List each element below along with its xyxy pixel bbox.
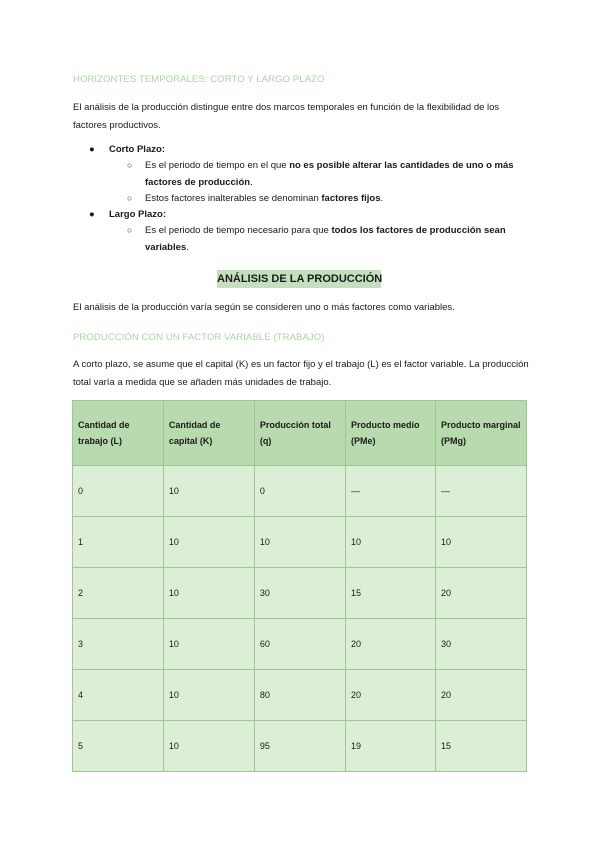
corto-item-2 (145, 190, 535, 207)
table-cell: 15 (346, 568, 436, 619)
corto-item-1-pre: Es el periodo de tiempo en el que (145, 160, 290, 171)
corto-item-1 (145, 157, 535, 191)
table-row (73, 568, 527, 619)
table-row (73, 517, 527, 568)
table-cell: — (346, 466, 436, 517)
bullet-disc-icon: ● (89, 209, 95, 220)
header-cantidad-trabajo: Cantidad de trabajo (L) (73, 401, 164, 466)
intro-paragraph: El análisis de la producción distingue entre dos marcos temporales en función de la flexibilidad de los factores productivos. (73, 102, 500, 131)
table-cell: 10 (254, 517, 345, 568)
header-produccion-total: Producción total (q) (254, 401, 345, 466)
table-cell: — (436, 466, 527, 517)
table-row (73, 670, 527, 721)
table-cell: 10 (163, 670, 254, 721)
header-producto-marginal: Producto marginal (PMg) (436, 401, 527, 466)
heading-temporal: HORIZONTES TEMPORALES: CORTO Y LARGO PLAZO (73, 74, 325, 85)
corto-item-2-post: . (380, 193, 384, 204)
table-cell: 10 (163, 721, 254, 772)
table-cell: 95 (254, 721, 345, 772)
largo-item-1-pre: Es el periodo de tiempo necesario para que (145, 225, 332, 236)
table-cell: 0 (254, 466, 345, 517)
table-cell: 10 (163, 466, 254, 517)
table-row (73, 721, 527, 772)
table-cell: 20 (346, 619, 436, 670)
table-cell: 30 (436, 619, 527, 670)
largo-item-1 (145, 222, 535, 256)
corto-item-1-post: . (250, 177, 253, 188)
bullet-circle-icon: ○ (127, 160, 133, 170)
table-row (73, 466, 527, 517)
table-cell: 19 (346, 721, 436, 772)
table-row (73, 619, 527, 670)
corto-plazo-label: Corto Plazo: (109, 144, 165, 155)
bullet-circle-icon: ○ (127, 193, 133, 203)
table-cell: 20 (436, 568, 527, 619)
table-cell: 20 (346, 670, 436, 721)
corto-item-1-bold: no es posible alterar las cantidades de uno o más factores de producción (145, 160, 514, 188)
largo-item-1-post: . (186, 242, 189, 253)
header-cantidad-capital: Cantidad de capital (K) (163, 401, 254, 466)
table-cell: 20 (436, 670, 527, 721)
table-cell: 80 (254, 670, 345, 721)
table-cell: 10 (436, 517, 527, 568)
table-cell: 30 (254, 568, 345, 619)
bullet-circle-icon: ○ (127, 225, 133, 235)
table-header-row (73, 401, 527, 466)
table-cell: 0 (73, 466, 164, 517)
section-title: ANÁLISIS DE LA PRODUCCIÓN (217, 270, 381, 288)
table-cell: 2 (73, 568, 164, 619)
factor-intro: A corto plazo, se asume que el capital (K) es un factor fijo y el trabajo (L) es el factor variable. La producción total varía a medida que se añaden más unidades de trabajo. (73, 359, 529, 388)
table-cell: 1 (73, 517, 164, 568)
table-cell: 10 (346, 517, 436, 568)
corto-item-2-pre: Estos factores inalterables se denominan (145, 193, 322, 204)
bullet-disc-icon: ● (89, 144, 95, 155)
production-table (72, 400, 527, 772)
corto-item-2-bold: factores fijos (321, 193, 381, 204)
table-cell: 10 (163, 619, 254, 670)
largo-plazo-label: Largo Plazo: (109, 209, 167, 220)
heading-factor-variable: PRODUCCIÓN CON UN FACTOR VARIABLE (TRABAJO) (73, 332, 325, 343)
section-intro: El análisis de la producción varía según se consideren uno o más factores como variables. (73, 302, 455, 313)
table-cell: 10 (163, 517, 254, 568)
table-cell: 3 (73, 619, 164, 670)
table-cell: 10 (163, 568, 254, 619)
header-producto-medio: Producto medio (PMe) (346, 401, 436, 466)
largo-item-1-bold: todos los factores de producción sean variables (145, 225, 506, 253)
table-cell: 15 (436, 721, 527, 772)
table-cell: 5 (73, 721, 164, 772)
table-cell: 60 (254, 619, 345, 670)
table-cell: 4 (73, 670, 164, 721)
